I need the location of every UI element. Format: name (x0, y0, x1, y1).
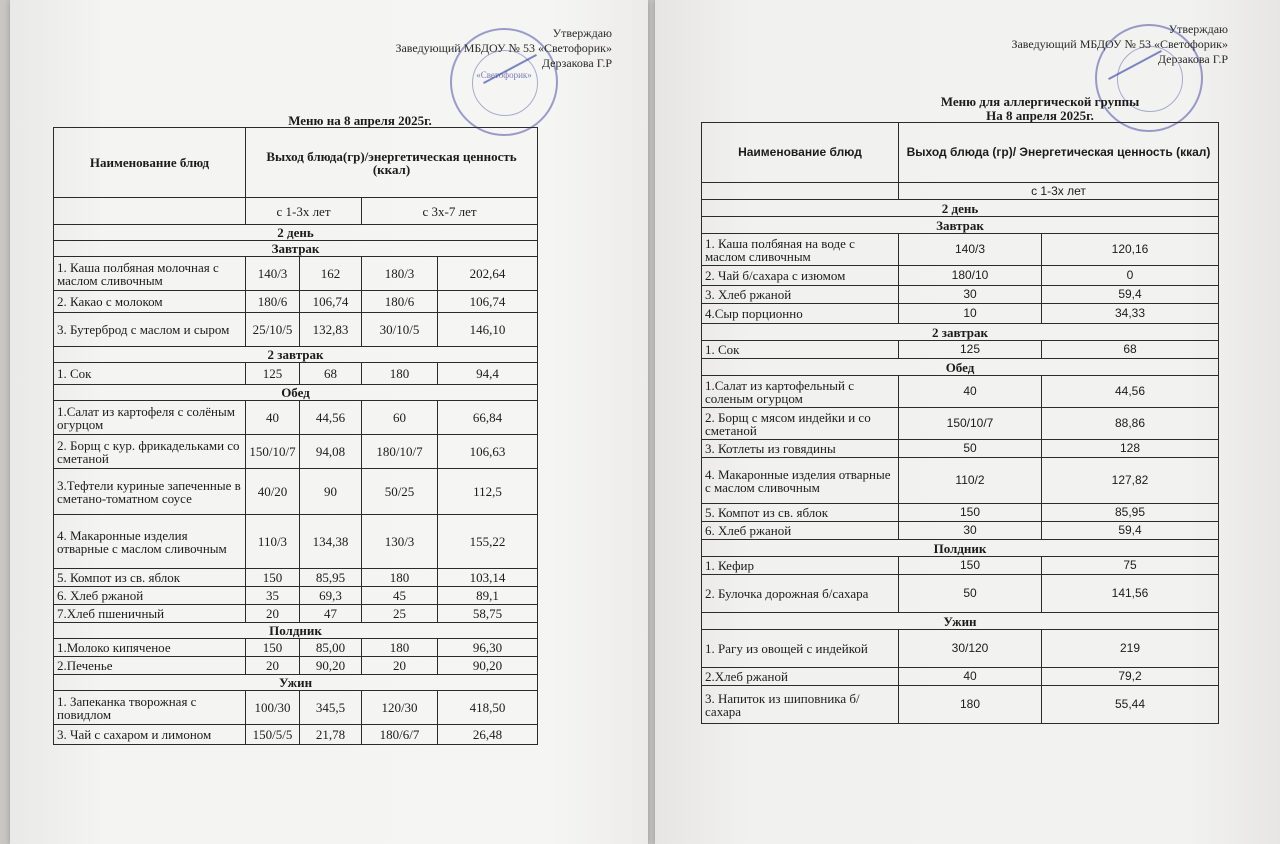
dish-value: 150/10/7 (899, 408, 1042, 440)
table-row (702, 630, 1219, 668)
dish-value: 125 (899, 341, 1042, 359)
dish-name: 1. Запеканка творожная с повидлом (54, 691, 246, 725)
dish-value: 60 (362, 401, 438, 435)
section-row (702, 324, 1219, 341)
section-title: Ужин (702, 613, 1219, 630)
section-title: 2 завтрак (702, 324, 1219, 341)
dish-value: 40 (246, 401, 300, 435)
table-row (54, 657, 538, 675)
table-row (54, 569, 538, 587)
dish-value: 150 (899, 557, 1042, 575)
section-title: Завтрак (54, 241, 538, 257)
dish-name: 2. Какао с молоком (54, 291, 246, 313)
dish-value: 141,56 (1042, 575, 1219, 613)
dish-name: 3. Бутерброд с маслом и сыром (54, 313, 246, 347)
dish-value: 106,63 (438, 435, 538, 469)
dish-value: 34,33 (1042, 304, 1219, 324)
table-row (702, 458, 1219, 504)
dish-value: 58,75 (438, 605, 538, 623)
section-title: Обед (54, 385, 538, 401)
title-line-2: На 8 апреля 2025г. (986, 108, 1094, 123)
dish-value: 0 (1042, 266, 1219, 286)
table-row (54, 691, 538, 725)
table-row (702, 266, 1219, 286)
approval-line: Утверждаю (1168, 22, 1228, 36)
section-title: Полдник (702, 540, 1219, 557)
section-title: Ужин (54, 675, 538, 691)
dish-value: 120,16 (1042, 234, 1219, 266)
approval-line: Дерзакова Г.Р (1157, 52, 1228, 66)
table-row (702, 304, 1219, 324)
dish-value: 180 (899, 686, 1042, 724)
dish-value: 180 (362, 639, 438, 657)
dish-name: 3. Чай с сахаром и лимоном (54, 725, 246, 745)
table-row (702, 286, 1219, 304)
header-output: Выход блюда(гр)/энергетическая ценность (ккал) (246, 128, 538, 198)
dish-value: 127,82 (1042, 458, 1219, 504)
approval-line: Утверждаю (552, 26, 612, 40)
header-output: Выход блюда (гр)/ Энергетическая ценность (ккал) (899, 123, 1219, 183)
table-row (702, 522, 1219, 540)
dish-value: 75 (1042, 557, 1219, 575)
dish-value: 150 (246, 639, 300, 657)
dish-value: 50/25 (362, 469, 438, 515)
approval-line: Заведующий МБДОУ № 53 «Светофорик» (1011, 37, 1228, 51)
dish-value: 25 (362, 605, 438, 623)
dish-value: 150 (899, 504, 1042, 522)
dish-name: 3.Тефтели куриные запеченные в сметано-томатном соусе (54, 469, 246, 515)
dish-value: 45 (362, 587, 438, 605)
dish-value: 140/3 (246, 257, 300, 291)
section-title: Полдник (54, 623, 538, 639)
dish-value: 20 (246, 605, 300, 623)
table-row (54, 515, 538, 569)
dish-value: 130/3 (362, 515, 438, 569)
dish-value: 55,44 (1042, 686, 1219, 724)
dish-value: 30/10/5 (362, 313, 438, 347)
dish-value: 180 (362, 363, 438, 385)
day-row (702, 200, 1219, 217)
section-row (702, 540, 1219, 557)
section-row (54, 675, 538, 691)
table-row (54, 639, 538, 657)
table-row (54, 313, 538, 347)
dish-name: 3. Хлеб ржаной (702, 286, 899, 304)
dish-value: 59,4 (1042, 286, 1219, 304)
dish-value: 90,20 (438, 657, 538, 675)
dish-name: 3. Котлеты из говядины (702, 440, 899, 458)
dish-name: 4. Макаронные изделия отварные с маслом сливочным (54, 515, 246, 569)
table-row (702, 376, 1219, 408)
dish-name: 1. Сок (702, 341, 899, 359)
dish-value: 89,1 (438, 587, 538, 605)
dish-value: 155,22 (438, 515, 538, 569)
dish-value: 180/10 (899, 266, 1042, 286)
dish-value: 110/3 (246, 515, 300, 569)
dish-value: 79,2 (1042, 668, 1219, 686)
dish-value: 112,5 (438, 469, 538, 515)
dish-value: 25/10/5 (246, 313, 300, 347)
dish-name: 5. Компот из св. яблок (54, 569, 246, 587)
dish-value: 50 (899, 575, 1042, 613)
dish-value: 150/5/5 (246, 725, 300, 745)
dish-value: 180/10/7 (362, 435, 438, 469)
dish-value: 110/2 (899, 458, 1042, 504)
section-row (54, 623, 538, 639)
dish-name: 2.Печенье (54, 657, 246, 675)
approval-line: Заведующий МБДОУ № 53 «Светофорик» (395, 41, 612, 55)
dish-value: 345,5 (300, 691, 362, 725)
dish-value: 162 (300, 257, 362, 291)
dish-value: 94,4 (438, 363, 538, 385)
dish-name: 7.Хлеб пшеничный (54, 605, 246, 623)
dish-name: 1.Салат из картофельный с соленым огурцом (702, 376, 899, 408)
dish-name: 6. Хлеб ржаной (702, 522, 899, 540)
dish-value: 85,95 (1042, 504, 1219, 522)
dish-value: 20 (246, 657, 300, 675)
dish-name: 4. Макаронные изделия отварные с маслом сливочным (702, 458, 899, 504)
dish-name: 1.Молоко кипяченое (54, 639, 246, 657)
day-label: 2 день (54, 225, 538, 241)
dish-name: 1. Кефир (702, 557, 899, 575)
dish-value: 66,84 (438, 401, 538, 435)
section-row (54, 347, 538, 363)
dish-value: 120/30 (362, 691, 438, 725)
dish-value: 30 (899, 522, 1042, 540)
dish-value: 69,3 (300, 587, 362, 605)
table-row (54, 257, 538, 291)
dish-value: 50 (899, 440, 1042, 458)
dish-value: 30/120 (899, 630, 1042, 668)
dish-value: 202,64 (438, 257, 538, 291)
dish-value: 180/6 (246, 291, 300, 313)
dish-value: 40 (899, 668, 1042, 686)
dish-name: 2.Хлеб ржаной (702, 668, 899, 686)
dish-value: 125 (246, 363, 300, 385)
dish-value: 30 (899, 286, 1042, 304)
dish-value: 85,00 (300, 639, 362, 657)
right-menu-sheet (655, 0, 1280, 844)
dish-value: 140/3 (899, 234, 1042, 266)
dish-name: 4.Сыр порционно (702, 304, 899, 324)
table-row (702, 575, 1219, 613)
dish-value: 418,50 (438, 691, 538, 725)
page-title (880, 95, 1200, 123)
table-row (702, 668, 1219, 686)
section-title: Завтрак (702, 217, 1219, 234)
table-row (54, 469, 538, 515)
dish-name: 1. Рагу из овощей с индейкой (702, 630, 899, 668)
approval-line: Дерзакова Г.Р (541, 56, 612, 70)
dish-value: 180/6 (362, 291, 438, 313)
table-row (54, 363, 538, 385)
day-row (54, 225, 538, 241)
table-row (54, 401, 538, 435)
header-age-1: с 1-3х лет (246, 198, 362, 225)
dish-value: 40 (899, 376, 1042, 408)
left-menu-sheet (10, 0, 648, 844)
dish-value: 35 (246, 587, 300, 605)
dish-value: 88,86 (1042, 408, 1219, 440)
title-line-1: Меню для аллергической группы (940, 94, 1140, 109)
dish-value: 20 (362, 657, 438, 675)
dish-value: 10 (899, 304, 1042, 324)
page-title: Меню на 8 апреля 2025г. (288, 113, 432, 128)
dish-value: 146,10 (438, 313, 538, 347)
dish-value: 44,56 (1042, 376, 1219, 408)
dish-name: 1. Сок (54, 363, 246, 385)
dish-value: 103,14 (438, 569, 538, 587)
dish-value: 21,78 (300, 725, 362, 745)
dish-name: 1.Салат из картофеля с солёным огурцом (54, 401, 246, 435)
table-row (54, 435, 538, 469)
approval-block (1011, 22, 1228, 67)
dish-name: 1. Каша полбяная на воде с маслом сливочным (702, 234, 899, 266)
dish-value: 94,08 (300, 435, 362, 469)
table-row (702, 557, 1219, 575)
dish-value: 90,20 (300, 657, 362, 675)
dish-value: 59,4 (1042, 522, 1219, 540)
table-row (702, 686, 1219, 724)
dish-value: 106,74 (438, 291, 538, 313)
dish-value: 132,83 (300, 313, 362, 347)
dish-value: 90 (300, 469, 362, 515)
dish-value: 85,95 (300, 569, 362, 587)
section-row (54, 241, 538, 257)
dish-value: 180/3 (362, 257, 438, 291)
dish-name: 2. Борщ с мясом индейки и со сметаной (702, 408, 899, 440)
header-name: Наименование блюд (702, 123, 899, 183)
stamp-text: «Светофорик» (476, 70, 532, 80)
dish-value: 100/30 (246, 691, 300, 725)
dish-value: 219 (1042, 630, 1219, 668)
dish-name: 5. Компот из св. яблок (702, 504, 899, 522)
header-age-2: с 3х-7 лет (362, 198, 538, 225)
table-row (54, 605, 538, 623)
dish-value: 180 (362, 569, 438, 587)
header-age-1: с 1-3х лет (899, 183, 1219, 200)
dish-value: 150/10/7 (246, 435, 300, 469)
dish-name: 1. Каша полбяная молочная с маслом сливочным (54, 257, 246, 291)
section-title: 2 завтрак (54, 347, 538, 363)
dish-name: 3. Напиток из шиповника б/сахара (702, 686, 899, 724)
table-row (702, 341, 1219, 359)
table-row (54, 587, 538, 605)
dish-value: 180/6/7 (362, 725, 438, 745)
dish-value: 44,56 (300, 401, 362, 435)
table-row (702, 504, 1219, 522)
dish-name: 6. Хлеб ржаной (54, 587, 246, 605)
dish-value: 96,30 (438, 639, 538, 657)
header-name: Наименование блюд (54, 128, 246, 198)
approval-block (395, 26, 612, 71)
dish-value: 106,74 (300, 291, 362, 313)
dish-value: 68 (1042, 341, 1219, 359)
section-row (702, 217, 1219, 234)
table-row (702, 408, 1219, 440)
allergy-menu-table (701, 122, 1219, 724)
table-row (702, 234, 1219, 266)
dish-value: 128 (1042, 440, 1219, 458)
dish-value: 68 (300, 363, 362, 385)
table-row (54, 725, 538, 745)
day-label: 2 день (702, 200, 1219, 217)
section-row (702, 613, 1219, 630)
dish-name: 2. Борщ с кур. фрикадельками со сметаной (54, 435, 246, 469)
section-title: Обед (702, 359, 1219, 376)
dish-value: 40/20 (246, 469, 300, 515)
dish-value: 150 (246, 569, 300, 587)
table-row (54, 291, 538, 313)
dish-value: 134,38 (300, 515, 362, 569)
section-row (54, 385, 538, 401)
dish-value: 26,48 (438, 725, 538, 745)
dish-name: 2. Булочка дорожная б/сахара (702, 575, 899, 613)
dish-name: 2. Чай б/сахара с изюмом (702, 266, 899, 286)
section-row (702, 359, 1219, 376)
dish-value: 47 (300, 605, 362, 623)
menu-table (53, 127, 538, 745)
table-row (702, 440, 1219, 458)
